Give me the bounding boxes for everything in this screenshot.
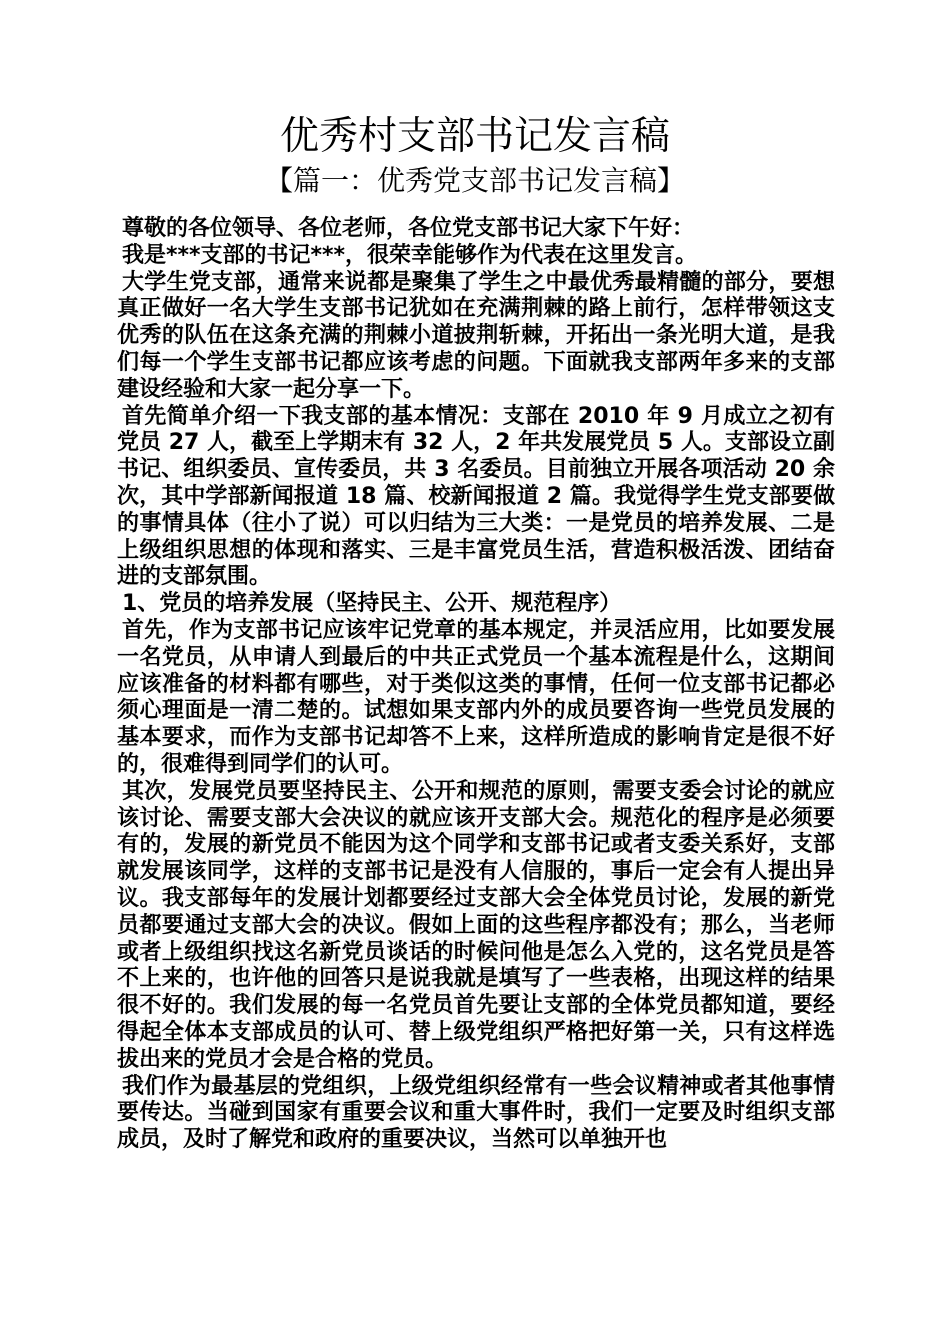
document-body	[117, 216, 835, 1154]
paragraph-introduction: 我是***支部的书记***，很荣幸能够作为代表在这里发言。	[122, 242, 698, 268]
paragraph-branch-basic-info: 首先简单介绍一下我支部的基本情况：支部在 2010 年 9 月成立之初有党员 27 人，截至上学期末有 32 人，2 年共发展党员 5 人。支部设立副书记、组织委员、宣传委员，共 3 名委员。目前独立开展各项活动 20 余次，其中学部新闻报道 18 篇、校新闻报道 2 篇。我觉得学生党支部要做的事情具体（往小了说）可以归结为三大类：一是党员的培养发展、二是上级组织思想的体现和落实、三是丰富党员生活，营造积极活泼、团结奋进的支部氛围。	[117, 403, 835, 590]
paragraph-second-point: 其次，发展党员要坚持民主、公开和规范的原则，需要支委会讨论的就应该讨论、需要支部大会决议的就应该开支部大会。规范化的程序是必须要有的，发展的新党员不能因为这个同学和支部书记或者支委关系好，支部就发展该同学，这样的支部书记是没有人信服的，事后一定会有人提出异议。我支部每年的发展计划都要经过支部大会全体党员讨论，发展的新党员都要通过支部大会的决议。假如上面的这些程序都没有；那么，当老师或者上级组织找这名新党员谈话的时候问他是怎么入党的，这名党员是答不上来的，也许他的回答只是说我就是填写了一些表格，出现这样的结果很不好的。我们发展的每一名党员首先要让支部的全体党员都知道，要经得起全体本支部成员的认可、替上级党组织严格把好第一关，只有这样选拔出来的党员才会是合格的党员。	[117, 778, 835, 1072]
paragraph-greeting: 尊敬的各位领导、各位老师，各位党支部书记大家下午好：	[122, 216, 695, 241]
paragraph-first-point: 首先，作为支部书记应该牢记党章的基本规定，并灵活应用，比如要发展一名党员，从申请人到最后的中共正式党员一个基本流程是什么，这期间应该准备的材料都有哪些，对于类似这类的事情，任何一位支部书记都必须心理面是一清二楚的。试想如果支部内外的成员要咨询一些党员发展的基本要求，而作为支部书记却答不上来，这样所造成的影响肯定是很不好的，很难得到同学们的认可。	[117, 617, 835, 777]
paragraph-branch-overview: 大学生党支部，通常来说都是聚集了学生之中最优秀最精髓的部分，要想真正做好一名大学生支部书记犹如在充满荆棘的路上前行，怎样带领这支优秀的队伍在这条充满的荆棘小道披荆斩棘，开拓出一条光明大道，是我们每一个学生支部书记都应该考虑的问题。下面就我支部两年多来的支部建设经验和大家一起分享一下。	[117, 269, 835, 402]
paragraph-grassroots-organization: 我们作为最基层的党组织，上级党组织经常有一些会议精神或者其他事情要传达。当碰到国家有重要会议和重大事件时，我们一定要及时组织支部成员，及时了解党和政府的重要决议，当然可以单独开也	[117, 1073, 835, 1153]
document-subtitle: 【篇一：优秀党支部书记发言稿】	[264, 164, 685, 197]
document-title: 优秀村支部书记发言稿	[279, 114, 670, 159]
section-heading-member-development: 1、党员的培养发展（坚持民主、公开、规范程序）	[122, 591, 622, 617]
